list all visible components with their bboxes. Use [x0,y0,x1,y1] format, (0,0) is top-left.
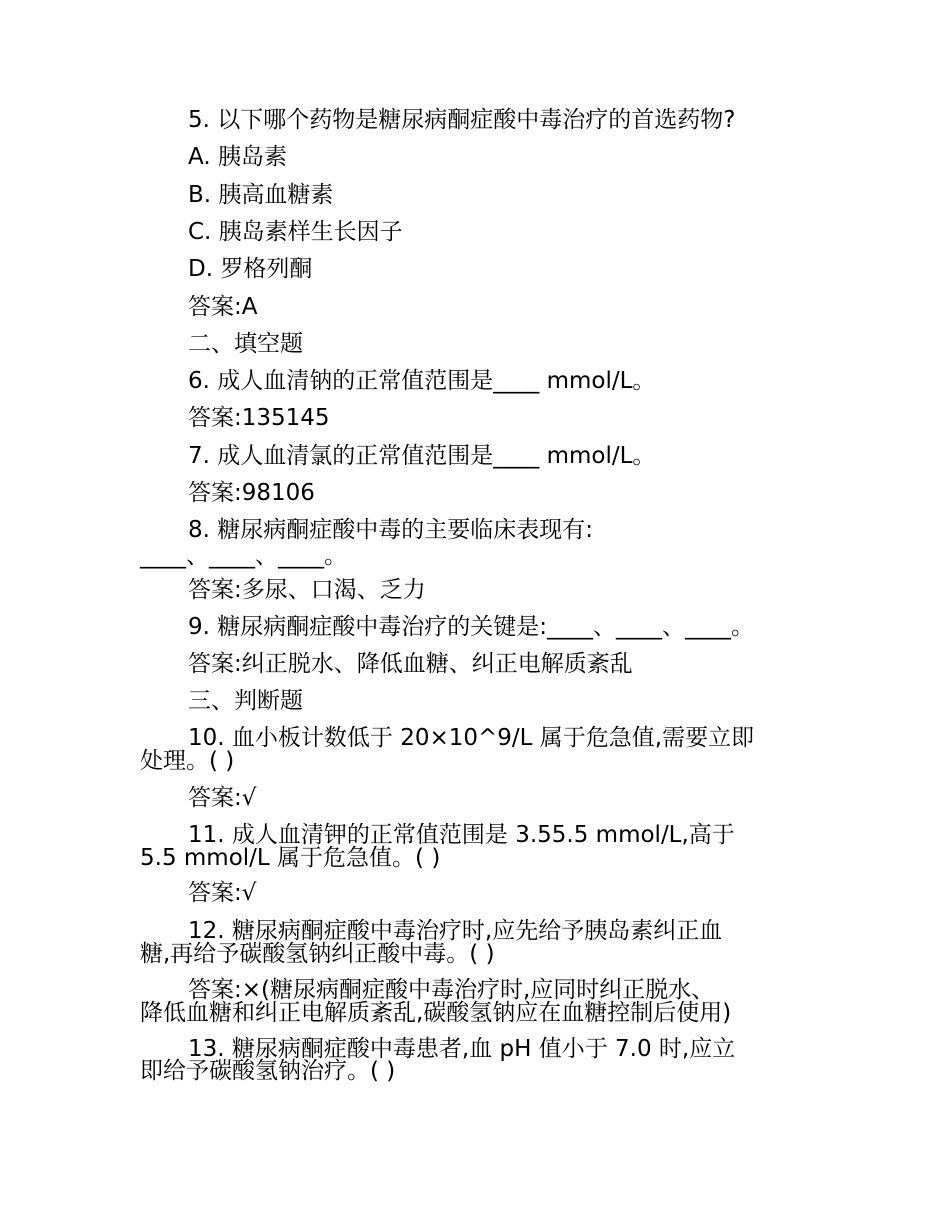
answer-5: 答案:A [188,294,258,320]
option-c: C. 胰岛素样生长因子 [188,219,403,245]
answer-10: 答案:√ [188,785,257,811]
question-10: 10. 血小板计数低于 20×10^9/L 属于危急值,需要立即 [188,725,755,751]
question-7: 7. 成人血清氯的正常值范围是____ mmol/L。 [188,443,656,469]
question-6: 6. 成人血清钠的正常值范围是____ mmol/L。 [188,368,656,394]
question-5: 5. 以下哪个药物是糖尿病酮症酸中毒治疗的首选药物? [188,107,736,133]
question-11: 11. 成人血清钾的正常值范围是 3.55.5 mmol/L,高于 [188,822,735,848]
question-13-continued: 即给予碳酸氢钠治疗。( ) [140,1058,396,1084]
question-8-continued: ____、____、____。 [140,543,347,569]
question-10-continued: 处理。( ) [140,748,235,774]
question-12: 12. 糖尿病酮症酸中毒治疗时,应先给予胰岛素纠正血 [188,918,723,944]
question-11-continued: 5.5 mmol/L 属于危急值。( ) [140,845,441,871]
question-8: 8. 糖尿病酮症酸中毒的主要临床表现有: [188,517,594,543]
question-13: 13. 糖尿病酮症酸中毒患者,血 pH 值小于 7.0 时,应立 [188,1036,736,1062]
answer-8: 答案:多尿、口渴、乏力 [188,577,426,603]
answer-9: 答案:纠正脱水、降低血糖、纠正电解质紊乱 [188,651,633,677]
question-9: 9. 糖尿病酮症酸中毒治疗的关键是:____、____、____。 [188,614,755,640]
section-heading-fill-blank: 二、填空题 [188,331,303,357]
answer-7: 答案:98106 [188,480,315,506]
answer-6: 答案:135145 [188,405,330,431]
option-a: A. 胰岛素 [188,144,287,170]
answer-12: 答案:×(糖尿病酮症酸中毒治疗时,应同时纠正脱水、 [188,977,715,1003]
answer-11: 答案:√ [188,880,257,906]
option-d: D. 罗格列酮 [188,256,313,282]
option-b: B. 胰高血糖素 [188,182,334,208]
section-heading-true-false: 三、判断题 [188,688,303,714]
answer-12-continued: 降低血糖和纠正电解质紊乱,碳酸氢钠应在血糖控制后使用) [140,1000,732,1026]
question-12-continued: 糖,再给予碳酸氢钠纠正酸中毒。( ) [140,941,495,967]
